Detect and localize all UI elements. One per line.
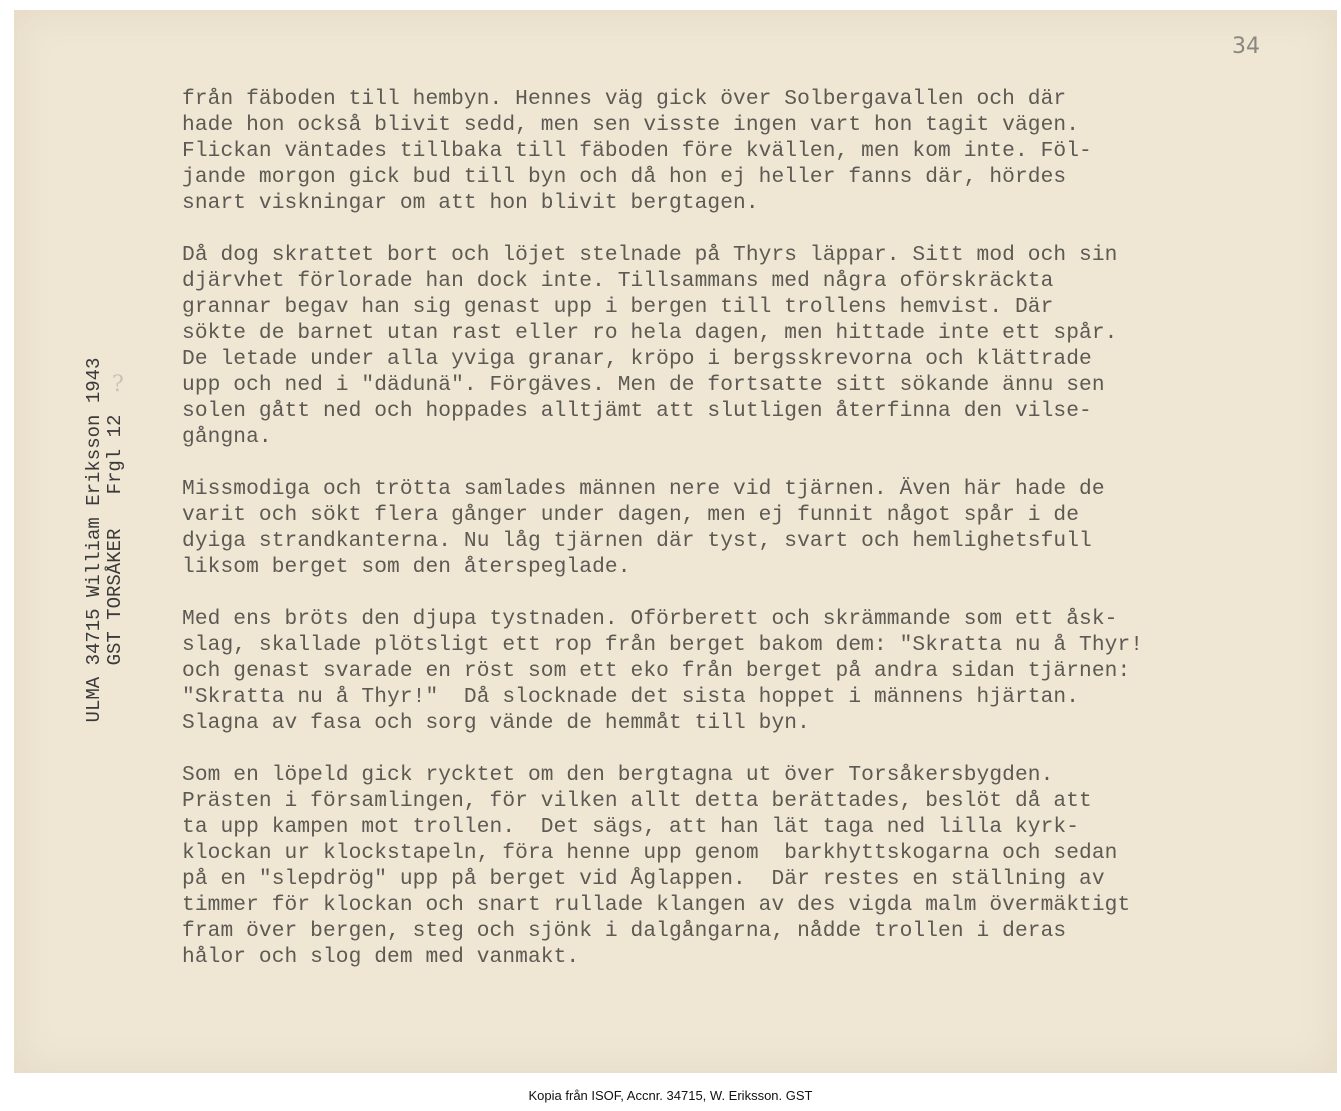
text-line: på en "slepdrög" upp på berget vid Åglappen. Där restes en ställning av [182,867,1105,891]
text-line: "Skratta nu å Thyr!" Då slocknade det sista hoppet i männens hjärtan. [182,685,1080,709]
text-line: jande morgon gick bud till byn och då hon ej heller fanns där, hördes [182,165,1067,189]
text-line: Missmodiga och trötta samlades männen nere vid tjärnen. Även här hade de [182,477,1105,501]
text-line: timmer för klockan och snart rullade klangen av des vigda malm övermäktigt [182,893,1131,917]
archive-stamp-line-1: ULMA 34715 William Eriksson 1943 [83,357,105,723]
text-line: klockan ur klockstapeln, föra henne upp genom barkhyttskogarna och sedan [182,841,1118,865]
archive-caption: Kopia från ISOF, Accnr. 34715, W. Eriksson. GST [528,1088,813,1103]
text-line: djärvhet förlorade han dock inte. Tillsammans med några oförskräckta [182,269,1054,293]
text-line: hålor och slog dem med vanmakt. [182,945,580,969]
text-line: sökte de barnet utan rast eller ro hela dagen, men hittade inte ett spår. [182,321,1118,345]
paragraph-3 [182,476,1292,580]
text-line: liksom berget som den återspeglade. [182,555,631,579]
paragraph-2 [182,242,1292,450]
text-line: fram över bergen, steg och sjönk i dalgångarna, nådde trollen i deras [182,919,1067,943]
text-line: från fäboden till hembyn. Hennes väg gick över Solbergavallen och där [182,87,1067,111]
text-line: och genast svarade en röst som ett eko från berget på andra sidan tjärnen: [182,659,1131,683]
text-line: upp och ned i "dädunä". Förgäves. Men de fortsatte sitt sökande ännu sen [182,373,1105,397]
text-line: Då dog skrattet bort och löjet stelnade på Thyrs läppar. Sitt mod och sin [182,243,1118,267]
paragraph-1 [182,86,1292,216]
text-line: snart viskningar om att hon blivit bergtagen. [182,191,759,215]
paragraph-4 [182,606,1292,736]
archive-stamp-line-2: GST TORSÅKER Frgl 12 [104,414,126,666]
text-line: Prästen i församlingen, för vilken allt detta berättades, beslöt då att [182,789,1092,813]
text-line: grannar begav han sig genast upp i bergen till trollens hemvist. Där [182,295,1054,319]
text-line: gångna. [182,425,272,449]
text-line: varit och sökt flera gånger under dagen, men ej funnit något spår i de [182,503,1080,527]
text-line: De letade under alla yviga granar, kröpo i bergsskrevorna och klättrade [182,347,1092,371]
text-line: Som en löpeld gick rycktet om den bergtagna ut över Torsåkersbygden. [182,763,1054,787]
text-line: Flickan väntades tillbaka till fäboden före kvällen, men kom inte. Föl- [182,139,1092,163]
text-line: ta upp kampen mot trollen. Det sägs, att han lät taga ned lilla kyrk- [182,815,1080,839]
text-line: solen gått ned och hoppades alltjämt att slutligen återfinna den vilse- [182,399,1092,423]
text-line: slag, skallade plötsligt ett rop från berget bakom dem: "Skratta nu å Thyr! [182,633,1144,657]
paragraph-5 [182,762,1292,970]
typewritten-text [182,86,1292,996]
page-number: 34 [1232,34,1260,59]
pencil-mark-icon: ? [112,372,124,397]
text-line: Med ens bröts den djupa tystnaden. Oförberett och skrämmande som ett åsk- [182,607,1118,631]
text-line: hade hon också blivit sedd, men sen visste ingen vart hon tagit vägen. [182,113,1080,137]
text-line: dyiga strandkanterna. Nu låg tjärnen där tyst, svart och hemlighetsfull [182,529,1092,553]
text-line: Slagna av fasa och sorg vände de hemmåt till byn. [182,711,810,735]
